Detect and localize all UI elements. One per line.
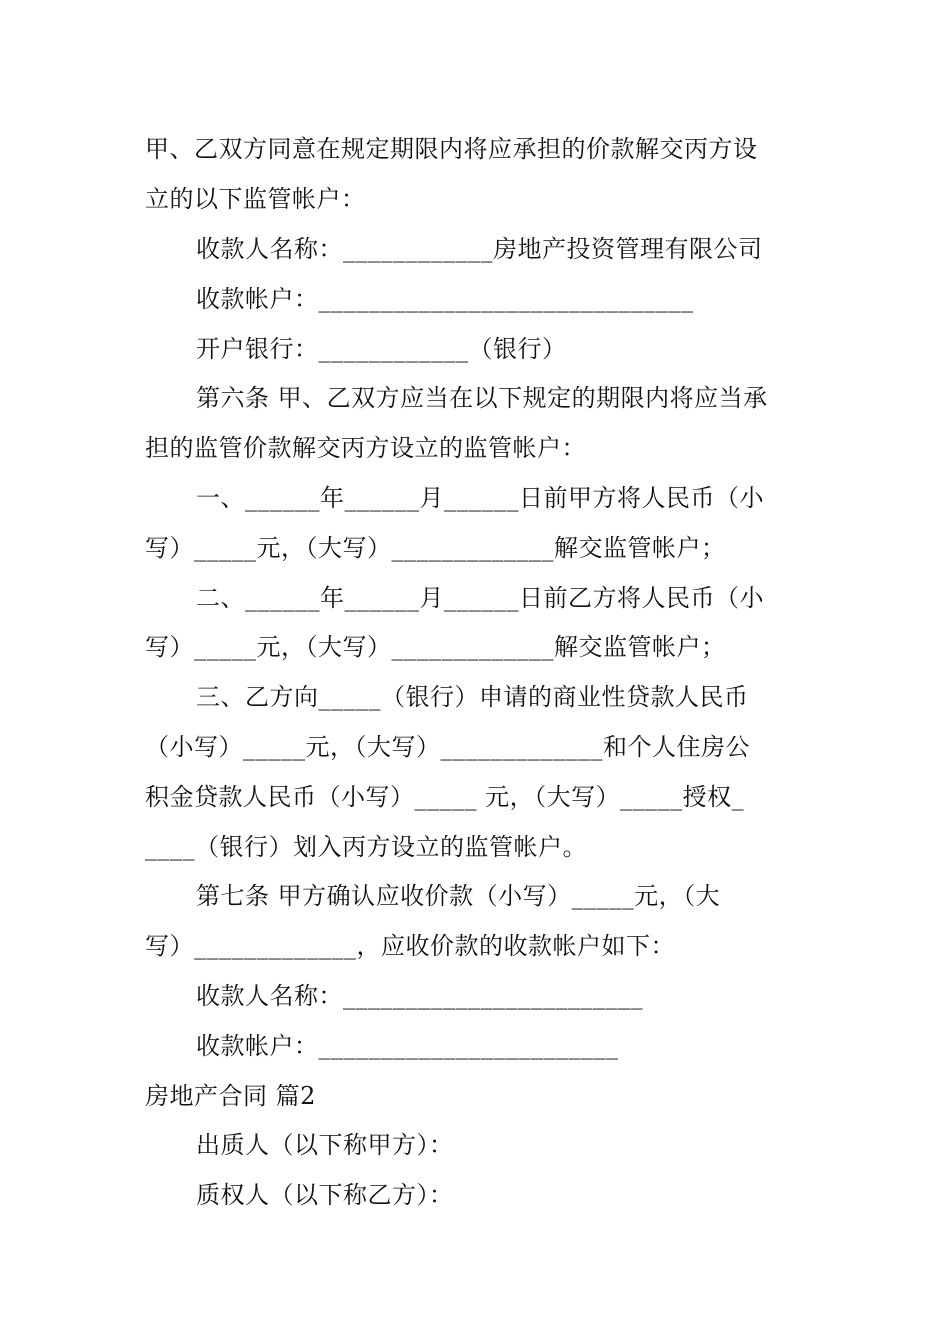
text-line: ____（银行）划入丙方设立的监管帐户。 bbox=[145, 833, 587, 861]
text-line: （小写）_____元，（大写）_____________和个人住房公 bbox=[145, 733, 750, 761]
text-line: 收款帐户：______________________________ bbox=[196, 285, 694, 313]
text-line: 一、______年______月______日前甲方将人民币（小 bbox=[196, 484, 764, 512]
section-heading: 房地产合同 篇2 bbox=[145, 1082, 316, 1110]
text-line: 二、______年______月______日前乙方将人民币（小 bbox=[196, 584, 764, 612]
text-line: 三、乙方向_____（银行）申请的商业性贷款人民币 bbox=[196, 683, 749, 711]
text-line: 立的以下监管帐户： bbox=[145, 185, 366, 213]
text-line: 担的监管价款解交丙方设立的监管帐户： bbox=[145, 434, 586, 462]
text-line: 写）_____________，应收价款的收款帐户如下： bbox=[145, 932, 675, 960]
text-line: 写）_____元，（大写）_____________解交监管帐户； bbox=[145, 534, 726, 562]
text-line: 收款帐户：________________________ bbox=[196, 1032, 619, 1060]
text-line: 写）_____元，（大写）_____________解交监管帐户； bbox=[145, 633, 726, 661]
text-line: 第六条 甲、乙双方应当在以下规定的期限内将应当承 bbox=[196, 384, 768, 412]
text-line: 第七条 甲方确认应收价款（小写）_____元，（大 bbox=[196, 882, 721, 910]
text-line: 甲、乙双方同意在规定期限内将应承担的价款解交丙方设 bbox=[145, 135, 758, 163]
text-line: 质权人（以下称乙方）： bbox=[196, 1181, 454, 1209]
text-line: 开户银行：____________（银行） bbox=[196, 335, 567, 363]
text-line: 收款人名称：________________________ bbox=[196, 982, 643, 1010]
text-line: 出质人（以下称甲方）： bbox=[196, 1131, 454, 1159]
text-line: 积金贷款人民币（小写）_____ 元，（大写）_____授权_ bbox=[145, 783, 745, 811]
text-line: 收款人名称：____________房地产投资管理有限公司 bbox=[196, 235, 763, 263]
